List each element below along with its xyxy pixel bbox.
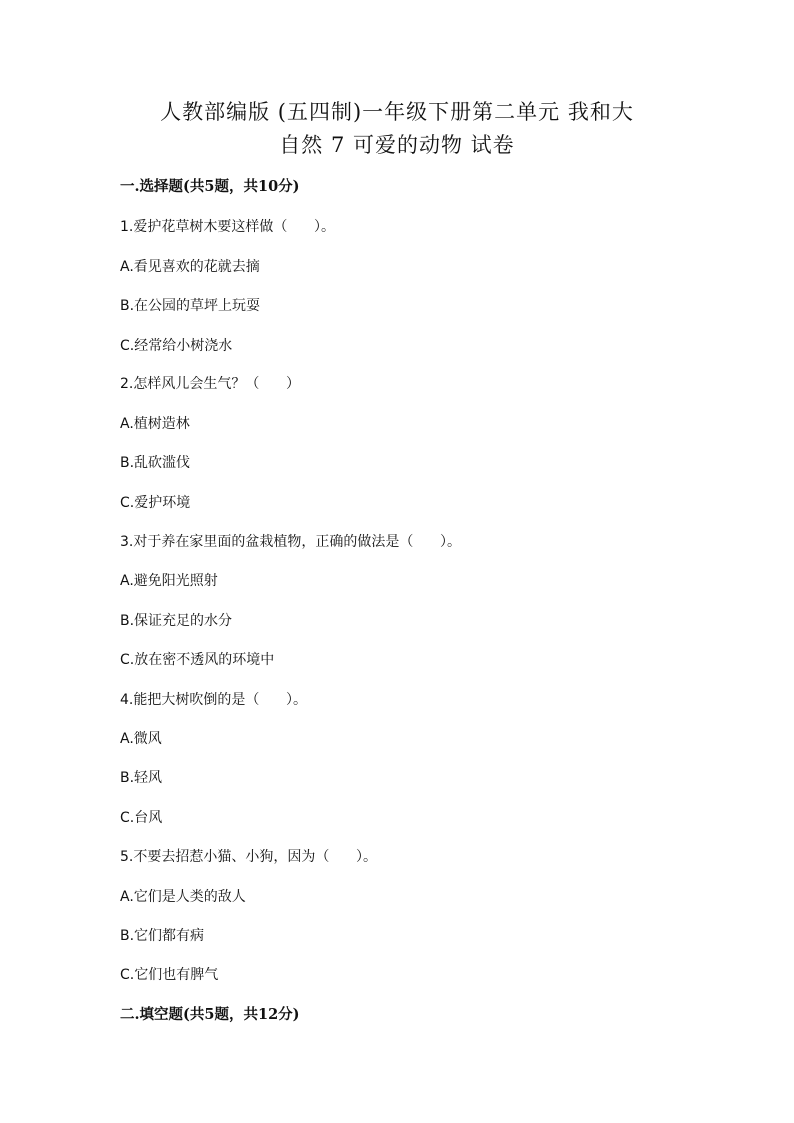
question-5-option-c: C.它们也有脾气 bbox=[120, 967, 219, 983]
question-2-option-a: A.植树造林 bbox=[120, 416, 190, 432]
question-2-option-c: C.爱护环境 bbox=[120, 495, 191, 511]
question-4-option-c: C.台风 bbox=[120, 810, 163, 826]
question-5-stem: 5.不要去招惹小猫、小狗，因为（ ）。 bbox=[120, 849, 378, 865]
question-3-option-b: B.保证充足的水分 bbox=[120, 613, 233, 629]
page-title-line-2: 自然 7 可爱的动物 试卷 bbox=[279, 133, 515, 157]
section-heading-choice: 一.选择题(共5题，共10分) bbox=[120, 178, 300, 195]
question-5-option-a: A.它们是人类的敌人 bbox=[120, 889, 246, 905]
question-4-option-b: B.轻风 bbox=[120, 770, 163, 786]
question-4-stem: 4.能把大树吹倒的是（ ）。 bbox=[120, 692, 308, 708]
question-5-option-b: B.它们都有病 bbox=[120, 928, 205, 944]
question-3-option-c: C.放在密不透风的环境中 bbox=[120, 652, 275, 668]
question-1-stem: 1.爱护花草树木要这样做（ ）。 bbox=[120, 219, 336, 235]
question-2-option-b: B.乱砍滥伐 bbox=[120, 455, 191, 471]
question-4-option-a: A.微风 bbox=[120, 731, 162, 747]
question-2-stem: 2.怎样风儿会生气？（ ） bbox=[120, 376, 301, 392]
section-heading-fill-blank: 二.填空题(共5题，共12分) bbox=[120, 1006, 300, 1023]
question-1-option-c: C.经常给小树浇水 bbox=[120, 338, 233, 354]
page-title-line-1: 人教部编版 (五四制)一年级下册第二单元 我和大 bbox=[160, 100, 634, 124]
question-1-option-b: B.在公园的草坪上玩耍 bbox=[120, 298, 261, 314]
question-3-stem: 3.对于养在家里面的盆栽植物，正确的做法是（ ）。 bbox=[120, 534, 462, 550]
question-3-option-a: A.避免阳光照射 bbox=[120, 573, 218, 589]
question-1-option-a: A.看见喜欢的花就去摘 bbox=[120, 259, 260, 275]
